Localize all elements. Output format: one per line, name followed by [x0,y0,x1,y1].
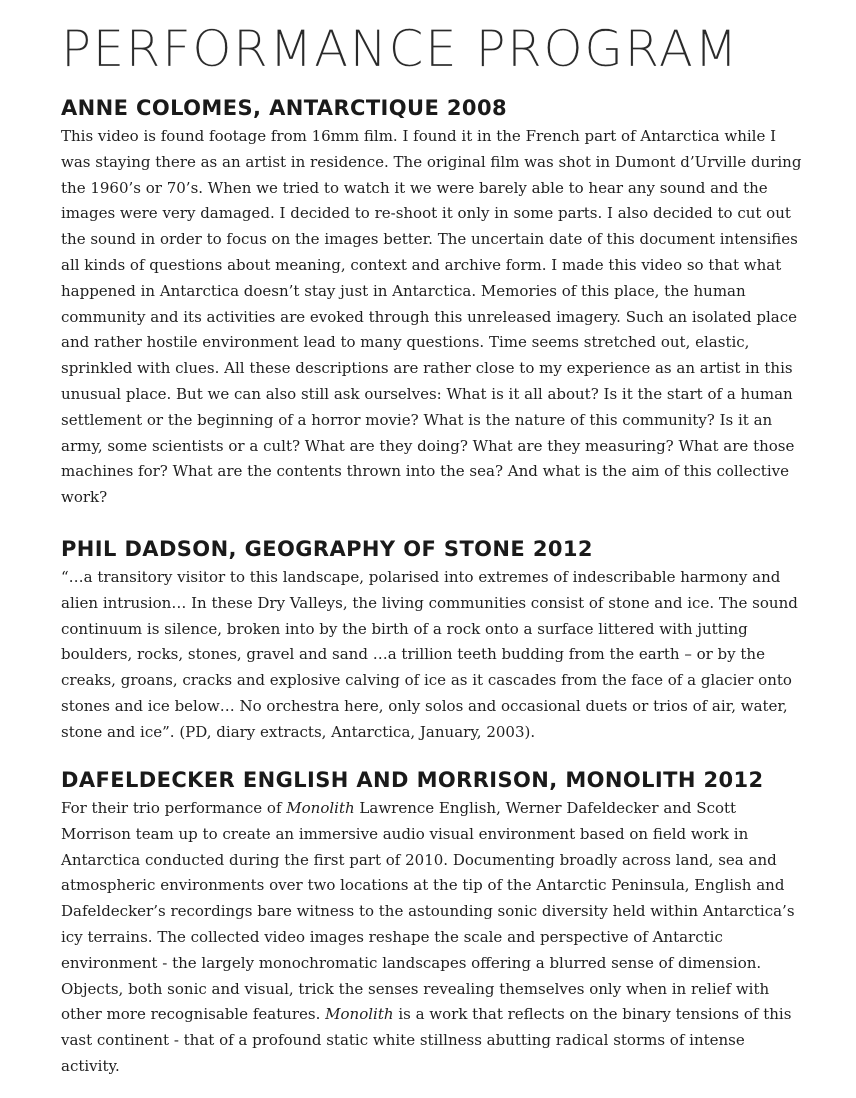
section-heading: PHIL DADSON, GEOGRAPHY OF STONE 2012 [61,537,593,561]
work-title: Monolith [325,1005,394,1024]
body-text: is a work that reflects on the binary tensions of this vast continent - that of a profound static white stillness abutting radical storms of intense activity. [61,1005,792,1075]
page-title: PERFORMANCE PROGRAM [61,20,740,78]
section-anne-colomes [61,96,806,511]
section-heading: DAFELDECKER ENGLISH AND MORRISON, MONOLITH 2012 [61,768,764,792]
section-body: This video is found footage from 16mm film. I found it in the French part of Antarctica while I was staying there as an artist in residence. The original film was shot in Dumont d’Urville during the 1960’s or 70’s. When we tried to watch it we were barely able to hear any sound and the images were very damaged. I decided to re-shoot it only in some parts. I also decided to cut out the sound in order to focus on the images better. The uncertain date of this document intensifies all kinds of questions about meaning, context and archive form. I made this video so that what happened in Antarctica doesn’t stay just in Antarctica. Memories of this place, the human community and its activities are evoked through this unreleased imagery. Such an isolated place and rather hostile environment lead to many questions. Time seems stretched out, elastic, sprinkled with clues. All these descriptions are rather close to my experience as an artist in this unusual place. But we can also still ask ourselves: What is it all about? Is it the start of a human settlement or the beginning of a horror movie? What is the nature of this community? Is it an army, some scientists or a cult? What are they doing? What are they measuring? What are those machines for? What are the contents thrown into the sea? And what is the aim of this collective work? [61,127,802,507]
section-monolith [61,768,806,1080]
section-phil-dadson [61,537,806,746]
section-body: “…a transitory visitor to this landscape, polarised into extremes of indescribable harmony and alien intrusion… In these Dry Valleys, the living communities consist of stone and ice. The sound continuum is silence, broken into by the birth of a rock onto a surface littered with jutting boulders, rocks, stones, gravel and sand …a trillion teeth budding from the earth – or by the creaks, groans, cracks and explosive calving of ice as it cascades from the face of a glacier onto stones and ice below… No orchestra here, only solos and occasional duets or trios of air, water, stone and ice”. (PD, diary extracts, Antarctica, January, 2003). [61,568,798,741]
section-body [61,796,806,1080]
work-title: Monolith [286,799,355,817]
body-text: Lawrence English, Werner Dafeldecker and Scott Morrison team up to create an immersive audio visual environment based on field work in Antarctica conducted during the first part of 2010. Documenting broadly across land, sea and atmospheric environments over two locations at the tip of the Antarctic Peninsula, English and Dafeldecker’s recordings bare witness to the astounding sonic diversity held within Antarctica’s icy terrains. The collected video images reshape the scale and perspective of Antarctic environment - the largely monochromatic landscapes offering a blurred sense of dimension. Objects, both sonic and visual, trick the senses revealing themselves only when in relief with other more recognisable features. [61,799,795,1024]
section-heading: ANNE COLOMES, ANTARCTIQUE 2008 [61,96,507,120]
body-text: For their trio performance of [61,799,287,817]
